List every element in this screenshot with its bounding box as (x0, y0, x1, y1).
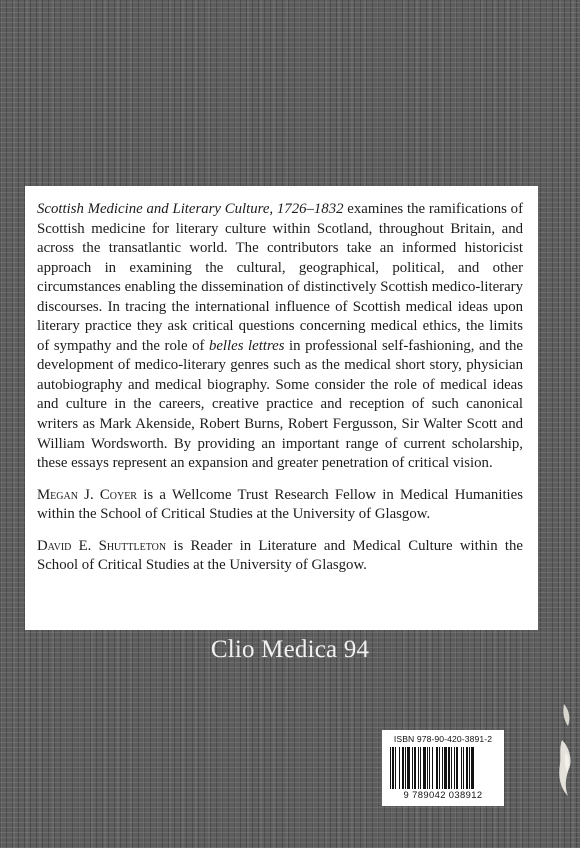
barcode-bar (442, 747, 443, 789)
book-title: Scottish Medicine and Literary Culture, 1726–1832 (37, 201, 344, 217)
barcode-bar (405, 747, 406, 789)
barcode-bar (390, 747, 391, 789)
barcode-bar (392, 747, 394, 789)
barcode-bar (432, 747, 433, 789)
barcode-bar (423, 747, 426, 789)
barcode-bar (436, 747, 438, 789)
barcode-bar (461, 747, 462, 789)
editor-bio-coyer (37, 486, 523, 525)
blurb-text-part1: examines the ramifications of Scottish medicine for literary culture within Scotland, throughout Britain, and across the transatlantic world. The contributors take an informed historicist approach in examining the cultural, geographical, political, and other circumstances enabling the dissemination of distinctively Scottish medico-literary discourses. In tracing the international influence of Scottish medical ideas upon literary practice they ask critical questions concerning medical ethics, the limits of sympathy and the role of (37, 201, 523, 354)
barcode-bar (412, 747, 413, 789)
barcode-bar (466, 747, 468, 789)
barcode-bars (386, 747, 500, 789)
cover-wear-mark (544, 700, 574, 800)
barcode-bar (414, 747, 416, 789)
barcode-bar (451, 747, 452, 789)
barcode-box (382, 730, 504, 806)
series-title: Clio Medica 94 (210, 636, 370, 663)
blurb-paragraph (37, 200, 523, 474)
barcode-bar (471, 747, 474, 789)
barcode-bar (439, 747, 440, 789)
barcode-bar (399, 747, 400, 789)
editor-bio-shuttleton (37, 537, 523, 576)
barcode-bar (402, 747, 404, 789)
editor-bio-text-coyer: is a Wellcome Trust Research Fellow in Medical Humanities within the School of Critical Studies at the University of Glasgow. (37, 486, 523, 523)
barcode-bar (407, 747, 410, 789)
editor-name-coyer: Megan J. Coyer (37, 486, 137, 503)
barcode-number: 9 789042 038912 (403, 789, 483, 800)
barcode-bar (444, 747, 447, 789)
barcode-bar (456, 747, 458, 789)
barcode-bar (463, 747, 464, 789)
barcode-bar (469, 747, 470, 789)
barcode-bar (454, 747, 455, 789)
barcode-bar (448, 747, 450, 789)
barcode-bar (420, 747, 421, 789)
barcode-bar (418, 747, 419, 789)
barcode-bar (429, 747, 430, 789)
isbn-label: ISBN 978-90-420-3891-2 (393, 734, 493, 744)
barcode-bar (395, 747, 396, 789)
blurb-panel (25, 186, 538, 630)
belles-lettres: belles lettres (208, 337, 285, 354)
blurb-text-part2: in professional self-fashioning, and the development of medico-literary genres such as the medical short story, physician autobiography and medical biography. Some consider the role of medical ideas and culture in the careers, creative practice and reception of such canonical writers as Mark Akenside, Robert Burns, Robert Fergusson, Sir Walter Scott and William Wordsworth. By providing an important range of current scholarship, these essays represent an expansion and greater penetration of critical vision. (37, 337, 523, 472)
barcode-bar (427, 747, 428, 789)
editor-bio-text-shuttleton: is Reader in Literature and Medical Culture within the School of Critical Studies at the University of Glasgow. (37, 537, 523, 574)
editor-name-shuttleton: David E. Shuttleton (37, 537, 167, 554)
